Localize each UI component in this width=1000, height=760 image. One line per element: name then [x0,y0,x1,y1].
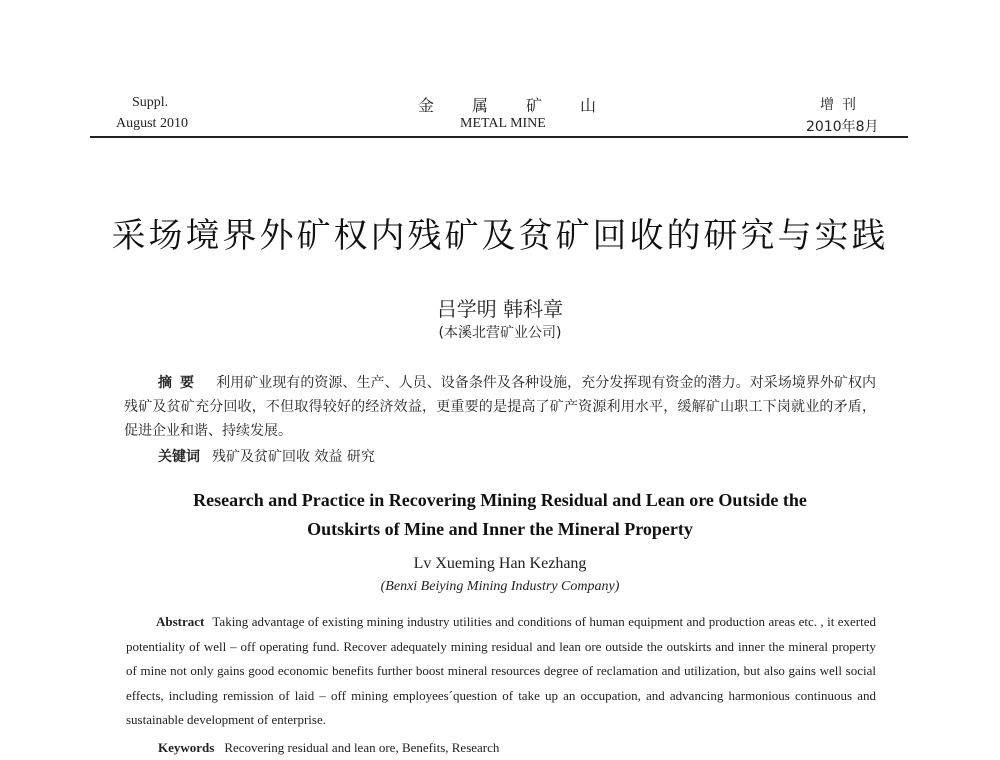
journal-name-cn: 金属矿山 [418,96,635,115]
keywords-label-cn: 关键词 [158,449,200,465]
keywords-text-en: Recovering residual and lean ore, Benefits, Research [224,740,500,755]
abstract-en [126,610,876,733]
journal-supplement-label: Suppl. [132,95,169,110]
journal-issue-date-cn: 2010年8月 [806,119,879,135]
keywords-en [158,740,499,756]
keywords-cn [158,446,375,466]
keywords-text-cn: 残矿及贫矿回收 效益 研究 [212,449,375,465]
abstract-label-en: Abstract [156,614,205,629]
header-rule [90,136,908,138]
affiliation-en: (Benxi Beiying Mining Industry Company) [380,579,620,594]
journal-issue-date-en: August 2010 [116,116,188,131]
paper-title-en [0,486,1000,544]
abstract-text-en: Taking advantage of existing mining industry utilities and conditions of human equipment and production areas etc. , it exerted potentiality of well – off operating fund. Recover adequately mining residual and lean ore outside the outskirts and inner the mineral property of mine not only gains good economic benefits further boost mineral resources degree of reclamation and utilization, but also gains well social effects, including remission of laid – off mining employees´question of take up an occupation, and advancing harmonious continuous and sustainable development of enterprise. [126,614,876,727]
paper-title-cn: 采场境界外矿权内残矿及贫矿回收的研究与实践 [111,216,889,256]
journal-supplement-label-cn: 增刊 [820,97,864,113]
affiliation-cn: (本溪北营矿业公司) [438,325,562,341]
abstract-text-cn: 利用矿业现有的资源、生产、人员、设备条件及各种设施，充分发挥现有资金的潜力。对采场境界外矿权内残矿及贫矿充分回收，不但取得较好的经济效益，更重要的是提高了矿产资源利用水平，缓解矿山职工下岗就业的矛盾，促进企业和谐、持续发展。 [124,375,877,439]
paper-title-en-line1: Research and Practice in Recovering Mining Residual and Lean ore Outside the [193,490,807,510]
authors-cn: 吕学明 韩科章 [436,297,564,321]
abstract-label-cn: 摘要 [158,375,203,391]
journal-name-en: METAL MINE [460,116,546,131]
keywords-label-en: Keywords [158,740,215,755]
authors-en: Lv Xueming Han Kezhang [413,555,587,572]
abstract-cn [124,371,876,443]
paper-title-en-line2: Outskirts of Mine and Inner the Mineral Property [307,519,693,539]
